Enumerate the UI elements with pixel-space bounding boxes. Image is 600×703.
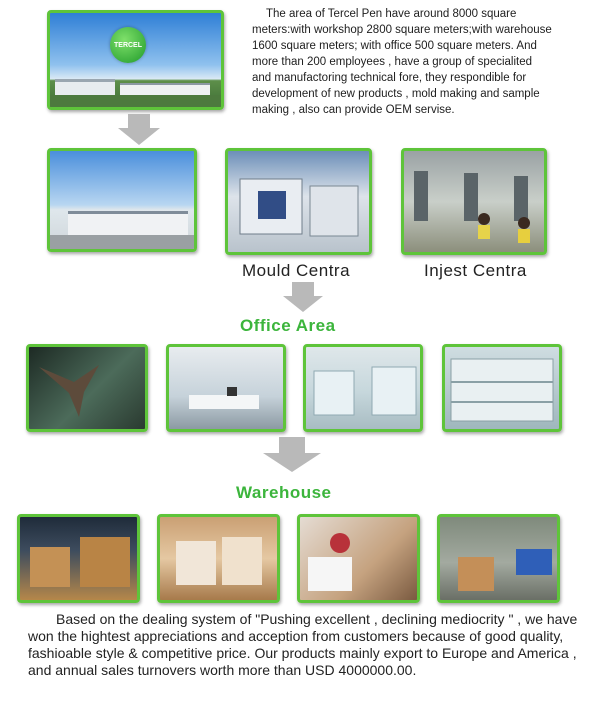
loading-truck-illustration (440, 517, 557, 600)
intro-paragraph (252, 6, 552, 118)
warehouse-boxes-photo (157, 514, 280, 603)
warehouse-racks-illustration (20, 517, 137, 600)
intro-text: The area of Tercel Pen have around 8000 square meters:with workshop 2800 square meters;with warehouse 1600 square meters; with office 500 square meters. And more than 200 employees , have a group of specialited and manufactoring technical fore, they respondible for development of new products , mold making and sample making , also can provide OEM servise. (252, 8, 552, 116)
showroom-photo-1 (303, 344, 423, 432)
factory-exterior-photo (47, 148, 197, 252)
stacked-boxes-illustration (160, 517, 277, 600)
loading-truck-photo (437, 514, 560, 603)
warehouse-title: Warehouse (236, 483, 332, 502)
office-lobby-photo (26, 344, 148, 432)
office-area-title: Office Area (240, 316, 336, 335)
factory-exterior-illustration (50, 151, 194, 249)
warehouse-racks-photo (17, 514, 140, 603)
display-shelves-illustration (306, 347, 420, 429)
office-desks-illustration (169, 347, 283, 429)
injection-workers-illustration (404, 151, 544, 252)
showroom-photo-2 (442, 344, 562, 432)
cnc-machine-illustration (228, 151, 369, 252)
injection-centre-photo (401, 148, 547, 255)
mould-centre-photo (225, 148, 372, 255)
office-desks-photo (166, 344, 286, 432)
footer-paragraph (28, 611, 594, 679)
packing-goods-illustration (300, 517, 417, 600)
mould-centre-caption: Mould Centra (242, 261, 351, 280)
packing-photo (297, 514, 420, 603)
footer-text: Based on the dealing system of "Pushing excellent , declining mediocrity " , we have won the hightest appreciations and acception from customers because of good quality, fashioable style & competitive price. Our products mainly export to Europe and America , and annual sales turnovers worth more than USD 4000000.00. (28, 611, 578, 678)
tercel-logo: TERCEL (110, 27, 146, 63)
display-wall-illustration (445, 347, 559, 429)
factory-hero-photo (47, 10, 224, 110)
eagle-sculpture-illustration (29, 347, 145, 429)
injest-centre-caption: Injest Centra (424, 261, 527, 280)
